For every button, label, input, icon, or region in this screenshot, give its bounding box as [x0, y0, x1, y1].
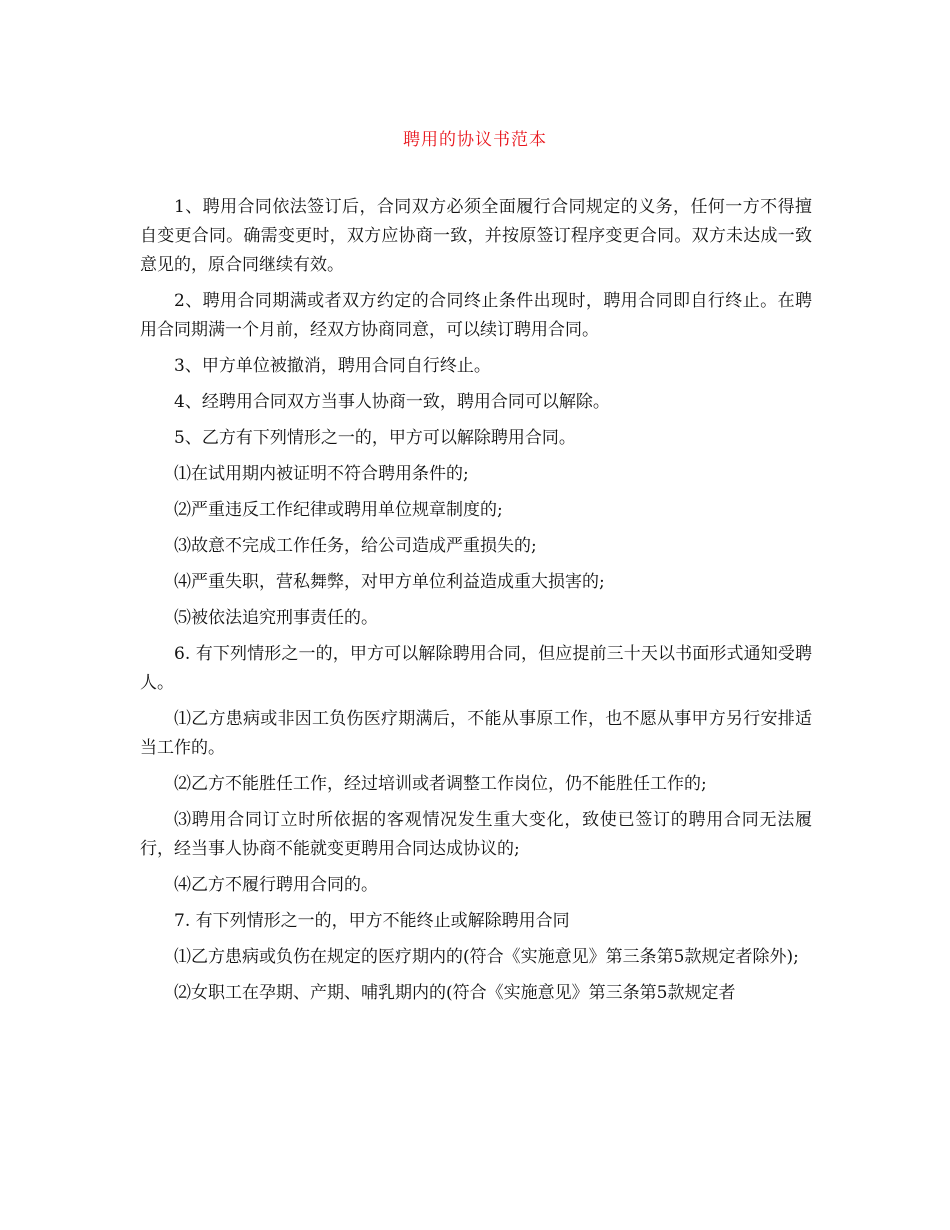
paragraph-clause-5: 5、乙方有下列情形之一的，甲方可以解除聘用合同。 [174, 428, 576, 448]
paragraph-clause-6: 6. 有下列情形之一的，甲方可以解除聘用合同，但应提前三十天以书面形式通知受聘人。 [140, 644, 812, 693]
paragraph-clause-7-item-2: ⑵女职工在孕期、产期、哺乳期内的(符合《实施意见》第三条第5款规定者 [174, 983, 736, 1003]
paragraph-clause-6-item-4: ⑷乙方不履行聘用合同的。 [174, 875, 378, 895]
paragraph-clause-5-item-3: ⑶故意不完成工作任务，给公司造成严重损失的; [174, 536, 537, 556]
paragraph-clause-5-item-5: ⑸被依法追究刑事责任的。 [174, 608, 378, 628]
paragraph-clause-6-item-3: ⑶聘用合同订立时所依据的客观情况发生重大变化，致使已签订的聘用合同无法履行，经当事人协商不能就变更聘用合同达成协议的; [140, 810, 812, 859]
paragraph-clause-5-item-2: ⑵严重违反工作纪律或聘用单位规章制度的; [174, 500, 503, 520]
paragraph-clause-4: 4、经聘用合同双方当事人协商一致，聘用合同可以解除。 [174, 392, 610, 412]
paragraph-clause-5-item-4: ⑷严重失职，营私舞弊，对甲方单位利益造成重大损害的; [174, 572, 605, 592]
paragraph-clause-7: 7. 有下列情形之一的，甲方不能终止或解除聘用合同 [174, 911, 570, 931]
paragraph-clause-2: 2、聘用合同期满或者双方约定的合同终止条件出现时，聘用合同即自行终止。在聘用合同期满一个月前，经双方协商同意，可以续订聘用合同。 [140, 291, 812, 340]
document-title: 聘用的协议书范本 [403, 130, 547, 150]
paragraph-clause-6-item-1: ⑴乙方患病或非因工负伤医疗期满后，不能从事原工作，也不愿从事甲方另行安排适当工作的。 [140, 709, 812, 758]
paragraph-clause-6-item-2: ⑵乙方不能胜任工作，经过培训或者调整工作岗位，仍不能胜任工作的; [174, 774, 707, 794]
document-body [140, 193, 812, 1015]
paragraph-clause-1: 1、聘用合同依法签订后，合同双方必须全面履行合同规定的义务，任何一方不得擅自变更合同。确需变更时，双方应协商一致，并按原签订程序变更合同。双方未达成一致意见的，原合同继续有效。 [140, 197, 812, 275]
paragraph-clause-3: 3、甲方单位被撤消，聘用合同自行终止。 [174, 356, 491, 376]
paragraph-clause-7-item-1: ⑴乙方患病或负伤在规定的医疗期内的(符合《实施意见》第三条第5款规定者除外); [174, 947, 799, 967]
paragraph-clause-5-item-1: ⑴在试用期内被证明不符合聘用条件的; [174, 464, 469, 484]
